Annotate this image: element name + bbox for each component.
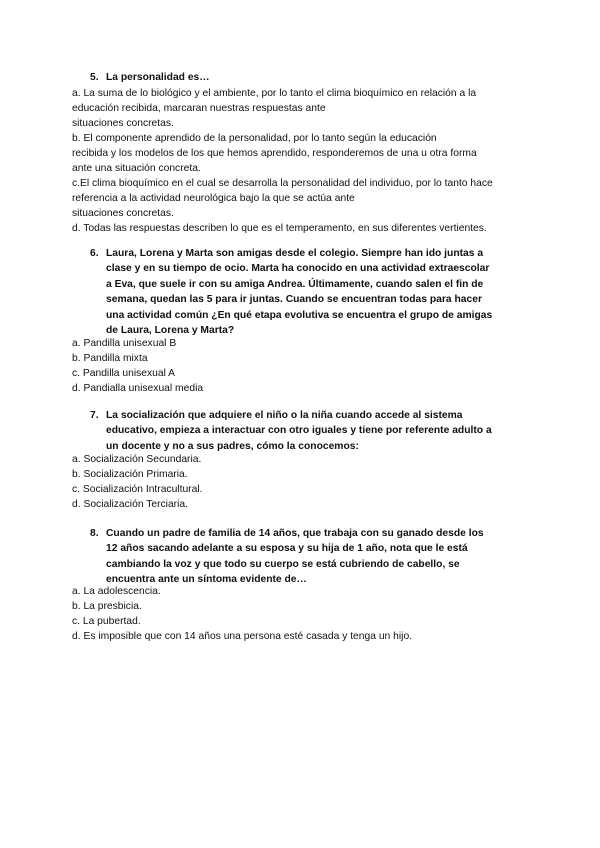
question-8-options [72, 584, 412, 644]
option-line: a. Pandilla unisexual B [72, 338, 177, 349]
question-title-line: La personalidad es… [106, 72, 210, 83]
question-title-line: Cuando un padre de familia de 14 años, que trabaja con su ganado desde los [106, 528, 484, 539]
option-line: d. Es imposible que con 14 años una persona esté casada y tenga un hijo. [72, 631, 413, 642]
option-line: referencia a la actividad neurológica bajo la que se actúa ante [72, 193, 355, 204]
question-title-line: La socialización que adquiere el niño o la niña cuando accede al sistema [106, 410, 463, 421]
option-line: b. Socialización Primaria. [72, 469, 188, 480]
option-line: c. Pandilla unisexual A [72, 368, 176, 379]
option-line: educación recibida, marcaran nuestras respuestas ante [72, 103, 326, 114]
question-8-title [90, 526, 484, 588]
question-title-line: un docente y no a sus padres, cómo la conocemos: [106, 440, 359, 452]
option-line: a. Socialización Secundaria. [72, 454, 202, 465]
question-number: 8. [90, 528, 99, 539]
option-line: b. La presbicia. [72, 601, 142, 612]
option-line: c. La pubertad. [72, 616, 141, 627]
option-line: a. La adolescencia. [72, 586, 161, 597]
question-title-line: educativo, empieza a interactuar con otro iguales y tiene por referente adulto a [106, 425, 492, 437]
question-title-line: una actividad común ¿En qué etapa evolutiva se encuentra el grupo de amigas [106, 309, 493, 321]
question-title-line: 12 años sacando adelante a su esposa y su hija de 1 año, nota que le está [106, 543, 468, 555]
option-line: ante una situación concreta. [72, 163, 201, 174]
option-line: situaciones concretas. [72, 118, 174, 129]
question-title-line: clase y en su tiempo de ocio. Marta ha conocido en una actividad extraescolar [106, 263, 490, 275]
option-line: situaciones concretas. [72, 208, 174, 219]
question-5-options [72, 86, 493, 236]
question-7-options [72, 452, 203, 512]
option-line: c.El clima bioquímico en el cual se desarrolla la personalidad del individuo, por lo tanto hace [72, 178, 493, 189]
question-number: 6. [90, 248, 99, 259]
question-title-line: Laura, Lorena y Marta son amigas desde el colegio. Siempre han ido juntas a [106, 248, 484, 259]
option-line: b. El componente aprendido de la personalidad, por lo tanto según la educación [72, 133, 437, 144]
question-6-options [72, 336, 203, 396]
question-title-line: semana, quedan las 5 para ir juntas. Cuando se encuentran todas para hacer [106, 294, 482, 306]
question-number: 7. [90, 410, 99, 421]
question-number: 5. [90, 72, 99, 83]
question-7-title [90, 408, 492, 454]
question-title-line: a Eva, que suele ir con su amiga Andrea. Últimamente, cuando salen el fin de [106, 278, 484, 290]
option-line: c. Socialización Intracultural. [72, 484, 203, 495]
question-title-line: de Laura, Lorena y Marta? [106, 325, 235, 337]
option-line: a. La suma de lo biológico y el ambiente, por lo tanto el clima bioquímico en relación a la [72, 88, 477, 99]
option-line: recibida y los modelos de los que hemos aprendido, responderemos de una u otra forma [72, 148, 477, 159]
question-6-title [90, 246, 493, 338]
option-line: d. Todas las respuestas describen lo que es el temperamento, en sus diferentes vertientes. [72, 223, 487, 234]
question-5-title [90, 70, 210, 85]
option-line: d. Pandialla unisexual media [72, 383, 204, 394]
question-title-line: cambiando la voz y que todo su cuerpo se está cubriendo de cabello, se [106, 558, 460, 570]
option-line: b. Pandilla mixta [72, 353, 148, 364]
question-title-line: encuentra ante un síntoma evidente de… [106, 574, 307, 586]
option-line: d. Socialización Terciaria. [72, 499, 188, 510]
